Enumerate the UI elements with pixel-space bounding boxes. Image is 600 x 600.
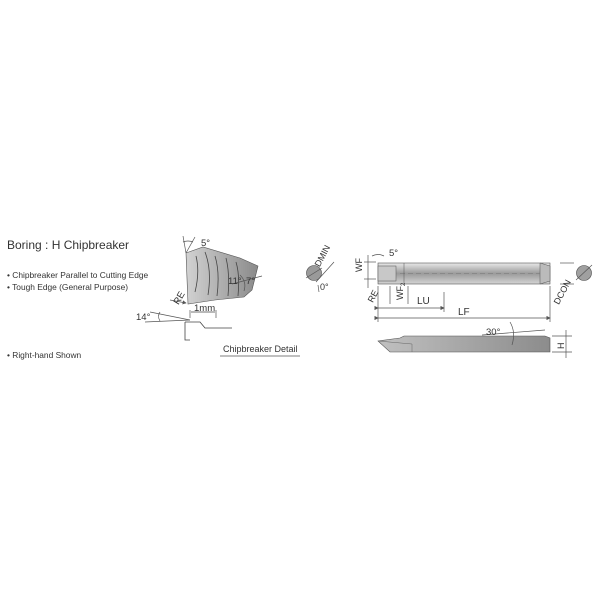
tool-end-view <box>306 243 334 292</box>
note-right-hand: • Right-hand Shown <box>7 350 82 360</box>
angle-11-label: 11° <box>228 276 242 287</box>
tool-side-view <box>378 322 572 358</box>
tool-shank-chamfer <box>540 263 550 284</box>
angle-7-label: 7° <box>246 276 256 287</box>
tool-top-view <box>354 248 592 322</box>
chipbreaker-detail <box>136 236 300 356</box>
lf-label: LF <box>458 307 470 318</box>
dmin-label: DMIN <box>312 243 333 269</box>
tool-side-body <box>378 336 550 352</box>
angle-5-tool-label: 5° <box>389 248 399 259</box>
feature-item-parallel: • Chipbreaker Parallel to Cutting Edge <box>7 270 149 280</box>
page-title: Boring : H Chipbreaker <box>7 238 130 252</box>
note-text: Right-hand Shown <box>12 350 82 360</box>
chipbreaker-detail-caption: Chipbreaker Detail <box>223 344 298 354</box>
wf-label: WF <box>354 258 364 272</box>
re-tool-label: RE <box>365 288 381 305</box>
zero-angle-label: 0° <box>320 282 329 292</box>
angle-14-label: 14° <box>136 312 151 323</box>
lu-label: LU <box>417 296 430 307</box>
tool-cutting-head <box>378 266 396 281</box>
width-1mm-label: 1mm <box>194 303 216 314</box>
corner-radius-label: RE <box>171 289 188 307</box>
feature-text: Chipbreaker Parallel to Cutting Edge <box>12 270 149 280</box>
dcon-label: DCON <box>551 278 573 307</box>
wf2-main: WF <box>395 286 405 300</box>
angle-5-label: 5° <box>201 238 211 249</box>
feature-item-tough-edge: • Tough Edge (General Purpose) <box>7 282 129 292</box>
feature-text: Tough Edge (General Purpose) <box>12 282 129 292</box>
h-label: H <box>556 342 566 349</box>
wf2-label <box>395 282 407 300</box>
wf2-subscript: 2 <box>401 282 407 286</box>
angle-30-label: 30° <box>486 327 501 338</box>
